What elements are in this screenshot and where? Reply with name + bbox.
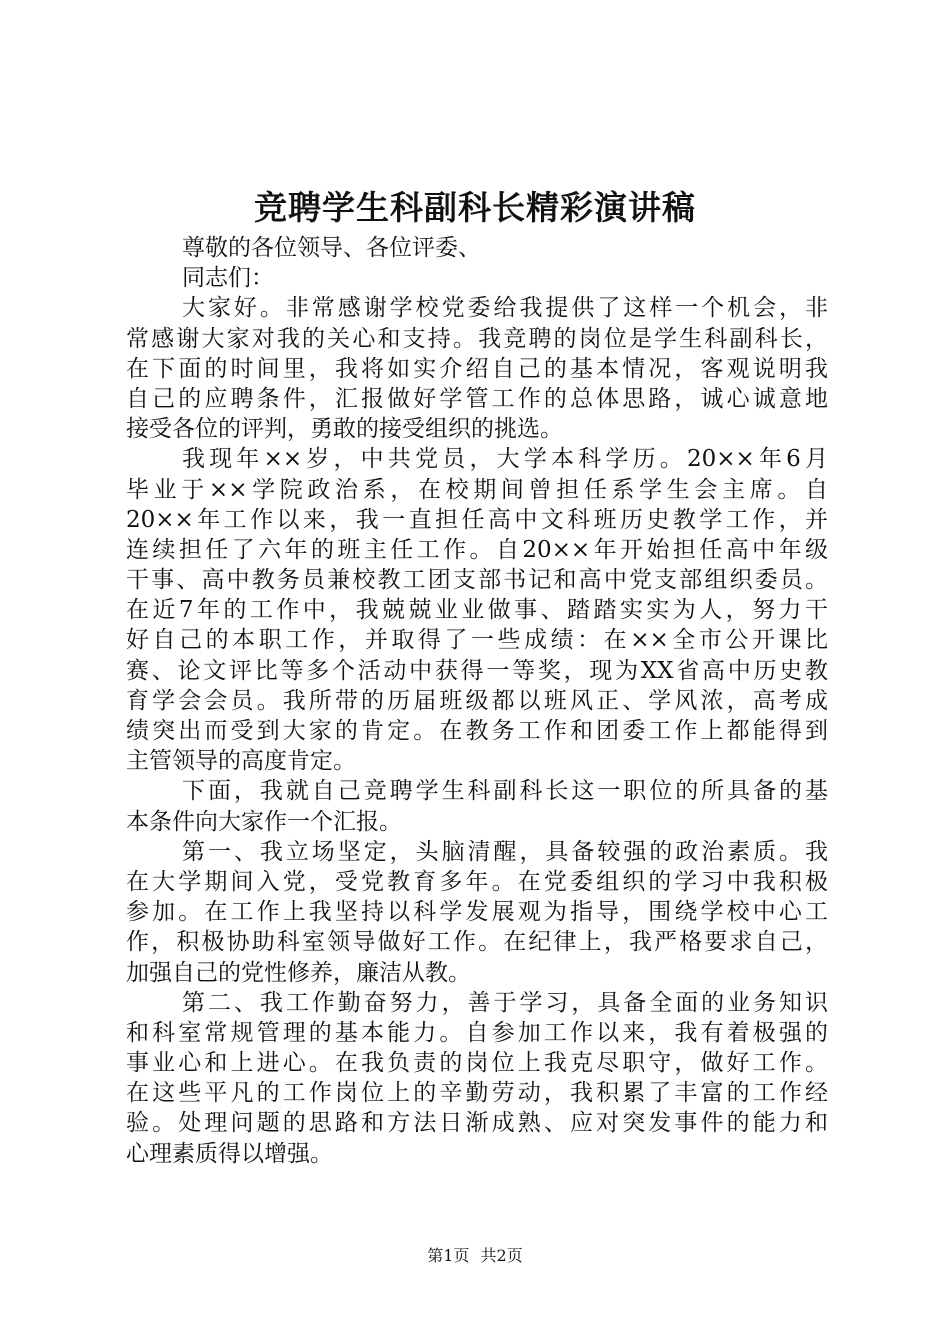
document-title: 竞聘学生科副科长精彩演讲稿 (254, 188, 696, 227)
body-line: 在大学期间入党，受党教育多年。在党委组织的学习中我积极 (126, 868, 828, 895)
body-line: 和科室常规管理的基本能力。自参加工作以来，我有着极强的 (126, 1019, 828, 1046)
body-line: 在近7年的工作中，我兢兢业业做事、踏踏实实为人，努力干 (126, 597, 828, 624)
body-line: 主管领导的高度肯定。 (126, 748, 356, 775)
body-line: 作，积极协助科室领导做好工作。在纪律上，我严格要求自己， (126, 929, 828, 956)
body-line: 干事、高中教务员兼校教工团支部书记和高中党支部组织委员。 (126, 567, 828, 594)
body-line: 心理素质得以增强。 (126, 1140, 333, 1167)
body-line: 在下面的时间里，我将如实介绍自己的基本情况，客观说明我 (126, 355, 828, 382)
body-line: 好自己的本职工作，并取得了一些成绩：在××全市公开课比 (126, 627, 828, 654)
body-line: 连续担任了六年的班主任工作。自20××年开始担任高中年级 (126, 536, 828, 563)
body-line: 同志们： (182, 265, 274, 292)
body-line: 赛、论文评比等多个活动中获得一等奖，现为XX省高中历史教 (126, 657, 828, 684)
body-line: 育学会会员。我所带的历届班级都以班风正、学风浓，高考成 (126, 687, 828, 714)
body-line: 毕业于××学院政治系，在校期间曾担任系学生会主席。自 (126, 476, 828, 503)
body-line: 绩突出而受到大家的肯定。在教务工作和团委工作上都能得到 (126, 718, 828, 744)
body-line: 自己的应聘条件，汇报做好学管工作的总体思路，诚心诚意地 (126, 385, 828, 412)
body-line: 第二、我工作勤奋努力，善于学习，具备全面的业务知识 (182, 989, 828, 1016)
body-line: 20××年工作以来，我一直担任高中文科班历史教学工作，并 (126, 506, 828, 533)
page-footer (0, 1244, 950, 1268)
document-body (126, 233, 828, 1169)
body-line: 我现年××岁，中共党员，大学本科学历。20××年6月 (182, 446, 828, 473)
body-line: 在这些平凡的工作岗位上的辛勤劳动，我积累了丰富的工作经 (126, 1080, 828, 1107)
body-line: 大家好。非常感谢学校党委给我提供了这样一个机会，非 (182, 295, 828, 322)
body-line: 常感谢大家对我的关心和支持。我竞聘的岗位是学生科副科长， (126, 325, 828, 352)
body-line: 接受各位的评判，勇敢的接受组织的挑选。 (126, 416, 563, 443)
page-number-total: 共2页 (480, 1246, 523, 1265)
body-line: 第一、我立场坚定，头脑清醒，具备较强的政治素质。我 (182, 838, 828, 865)
body-line: 参加。在工作上我坚持以科学发展观为指导，围绕学校中心工 (126, 899, 828, 926)
body-line: 本条件向大家作一个汇报。 (126, 808, 402, 835)
body-line: 事业心和上进心。在我负责的岗位上我克尽职守，做好工作。 (126, 1050, 828, 1077)
body-line: 下面，我就自己竞聘学生科副科长这一职位的所具备的基 (182, 778, 828, 805)
body-line: 加强自己的党性修养，廉洁从教。 (126, 959, 471, 986)
body-line: 尊敬的各位领导、各位评委、 (182, 235, 481, 261)
body-line: 验。处理问题的思路和方法日渐成熟、应对突发事件的能力和 (126, 1110, 828, 1137)
page-number-current: 第1页 (427, 1246, 470, 1265)
